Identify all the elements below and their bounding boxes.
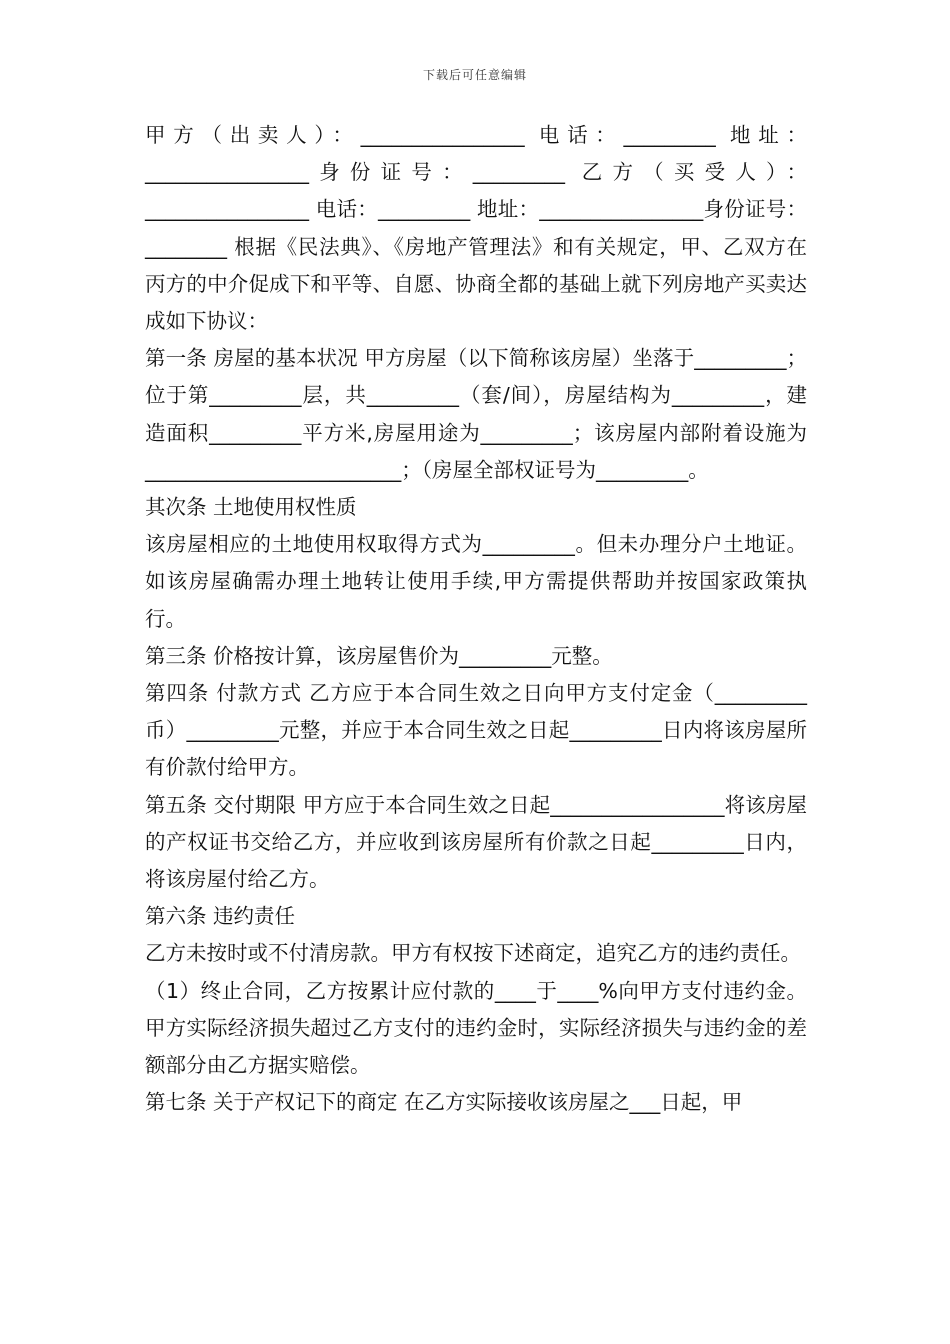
article-3-price: 第三条 价格按计算，该房屋售价为_________元整。	[145, 643, 613, 668]
article-1-house-status: 第一条 房屋的基本状况 甲方房屋（以下简称该房屋）坐落于_________；位于第_________层，共_________（套/间），房屋结构为_________，建造面积_________平方米,房屋用途为_________；该房屋内部附着设施为_________________________；（房屋全部权证号为_________。	[145, 346, 807, 482]
article-6-heading: 第六条 违约责任	[145, 904, 296, 929]
article-7-property-registration: 第七条 关于产权记下的商定 在乙方实际接收该房屋之___日起，甲	[145, 1090, 743, 1115]
page-header-note: 下载后可任意编辑	[422, 68, 527, 82]
contract-parties-paragraph: 甲方（出卖人）：________________ 电话：_________ 地址：________________身份证号：_________ 乙方（买受人）：________________ 电话：_________ 地址：________________身份证号：________ 根据《民法典》、《房地产管理法》和有关规定，甲、乙双方在丙方的中介促成下和平等、自愿、协商全都的基础上就下列房地产买卖达成如下协议：	[145, 123, 807, 334]
article-4-payment: 第四条 付款方式 乙方应于本合同生效之日向甲方支付定金（_________币）_________元整，并应于本合同生效之日起_________日内将该房屋所有价款付给甲方。	[145, 681, 807, 780]
contract-body	[145, 117, 807, 1121]
article-6-breach-intro: 乙方未按时或不付清房款。甲方有权按下述商定，追究乙方的违约责任。	[145, 941, 801, 966]
article-2-land-use: 该房屋相应的土地使用权取得方式为_________。但未办理分户土地证。如该房屋确需办理土地转让使用手续,甲方需提供帮助并按国家政策执行。	[145, 532, 807, 631]
article-6-clause-1: （1）终止合同，乙方按累计应付款的____于____%向甲方支付违约金。甲方实际经济损失超过乙方支付的违约金时，实际经济损失与违约金的差额部分由乙方据实赔偿。	[145, 978, 807, 1078]
article-2-heading: 其次条 土地使用权性质	[145, 495, 357, 520]
article-5-delivery: 第五条 交付期限 甲方应于本合同生效之日起_________________将该房屋的产权证书交给乙方，并应收到该房屋所有价款之日起_________日内，将该房屋付给乙方。	[145, 792, 807, 892]
